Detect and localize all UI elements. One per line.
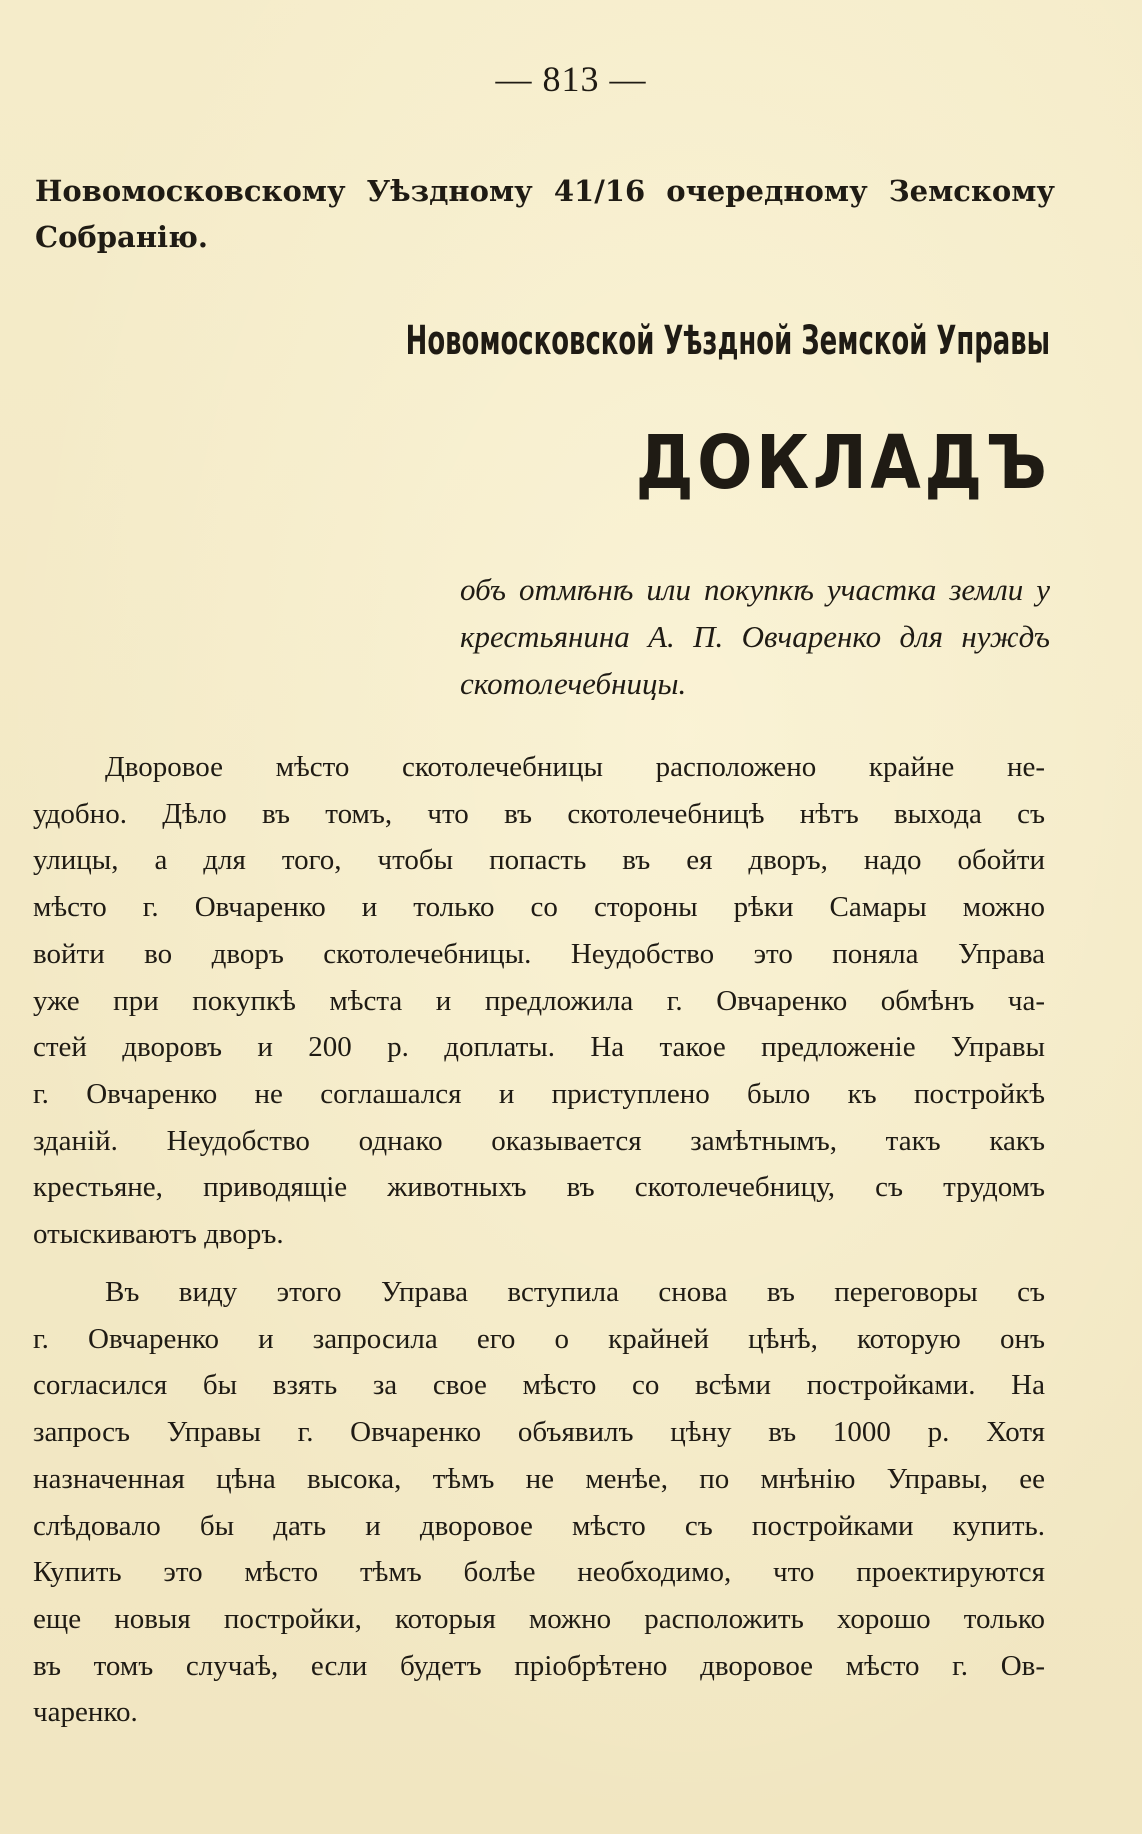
paragraph-line: запросъ Управы г. Овчаренко объявилъ цѣну въ 1000 р. Хотя xyxy=(33,1416,1045,1449)
paragraph-line: чаренко. xyxy=(33,1696,138,1729)
page-number: — 813 — xyxy=(495,59,647,99)
paragraph-line: Въ виду этого Управа вступила снова въ переговоры съ xyxy=(105,1276,1045,1308)
paragraph-line: улицы, а для того, чтобы попасть въ ея дворъ, надо обойти xyxy=(33,844,1045,877)
paragraph-line: мѣсто г. Овчаренко и только со стороны рѣки Самары можно xyxy=(33,891,1045,924)
paragraph-2 xyxy=(33,1269,1045,1736)
paragraph-line: удобно. Дѣло въ томъ, что въ скотолечебницѣ нѣтъ выхода съ xyxy=(33,797,1045,830)
document-subtitle: объ отмѣнѣ или покупкѣ участка земли у крестьянина А. П. Овчаренко для нуждъ скотолечебницы. xyxy=(460,572,1050,701)
paragraph-line: слѣдовало бы дать и дворовое мѣсто съ постройками купить. xyxy=(33,1509,1045,1542)
paragraph-line: крестьяне, приводящіе животныхъ въ скотолечебницу, съ трудомъ xyxy=(33,1171,1045,1204)
paragraph-line: войти во дворъ скотолечебницы. Неудобство это поняла Управа xyxy=(33,937,1045,970)
paragraph-1 xyxy=(33,744,1045,1258)
paragraph-line: г. Овчаренко и запросила его о крайней цѣнѣ, которую онъ xyxy=(33,1322,1045,1355)
paragraph-line: въ томъ случаѣ, если будетъ пріобрѣтено дворовое мѣсто г. Ов- xyxy=(33,1649,1045,1682)
paragraph-line: стей дворовъ и 200 р. доплаты. На такое предложеніе Управы xyxy=(33,1031,1045,1064)
paragraph-line: Дворовое мѣсто скотолечебницы расположено крайне не- xyxy=(105,751,1045,783)
addressee-heading: Новомосковскому Уѣздному 41/16 очередному Земскому Собранію. xyxy=(35,174,1055,254)
document-title: ДОКЛАДЪ xyxy=(635,420,1050,506)
paragraph-line: назначенная цѣна высока, тѣмъ не менѣе, по мнѣнію Управы, ее xyxy=(33,1462,1045,1495)
paragraph-line: зданій. Неудобство однако оказывается замѣтнымъ, такъ какъ xyxy=(33,1124,1045,1157)
paragraph-line: г. Овчаренко не соглашался и приступлено было къ постройкѣ xyxy=(33,1077,1045,1110)
issuer-heading: Новомосковской Уѣздной Земской Управы xyxy=(405,318,1050,364)
paragraph-line: еще новыя постройки, которыя можно расположить хорошо только xyxy=(33,1602,1045,1635)
paragraph-line: Купить это мѣсто тѣмъ болѣе необходимо, что проектируются xyxy=(33,1556,1045,1589)
paragraph-line: уже при покупкѣ мѣста и предложила г. Овчаренко обмѣнъ ча- xyxy=(33,984,1045,1017)
paragraph-line: отыскиваютъ дворъ. xyxy=(33,1218,284,1251)
paragraph-line: согласился бы взять за свое мѣсто со всѣми постройками. На xyxy=(33,1369,1045,1402)
